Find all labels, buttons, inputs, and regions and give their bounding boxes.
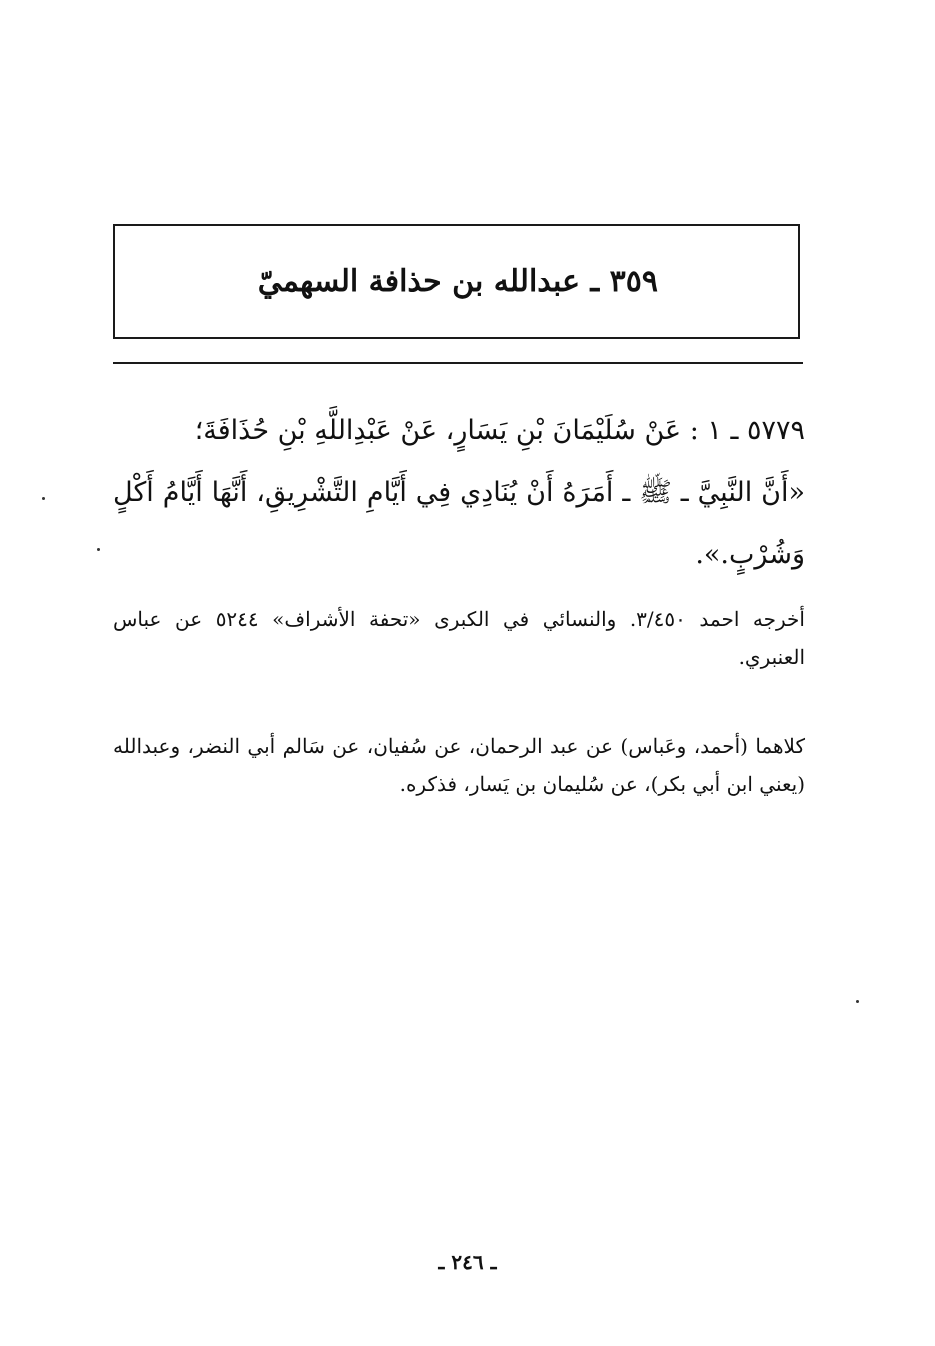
- chapter-title-box: [113, 224, 800, 339]
- scan-speck: [42, 497, 45, 500]
- chain-text: كلاهما (أحمد، وعَباس) عن عبد الرحمان، عن سُفيان، عن سَالم أبي النضر، وعبدالله (يعني ابن أبي بكر)، عن سُليمان بن يَسار، فذكره.: [113, 734, 805, 796]
- scan-speck: [97, 548, 100, 551]
- chain-note: [113, 727, 805, 803]
- takhrij-text: أخرجه احمد ٣/٤٥٠. والنسائي في الكبرى «تحفة الأشراف» ٥٢٤٤ عن عباس العنبري.: [113, 607, 805, 669]
- hadith-isnad-line: ٥٧٧٩ ـ ١ : عَنْ سُلَيْمَانَ بْنِ يَسَارٍ، عَنْ عَبْدِاللَّهِ بْنِ حُذَافَةَ؛: [194, 415, 805, 446]
- hadith-matn: «أَنَّ النَّبِيَّ ـ ﷺ ـ أَمَرَهُ أَنْ يُنَادِي فِي أَيَّامِ التَّشْرِيقِ، أَنَّهَا أَيَّامُ أَكْلٍ وَشُرْبٍ.».: [113, 477, 805, 570]
- page-number: ـ ٢٤٦ ـ: [438, 1250, 497, 1274]
- hadith-block: [113, 400, 805, 586]
- horizontal-divider: [113, 362, 803, 364]
- chapter-title: ٣٥٩ ـ عبدالله بن حذافة السهميّ: [257, 264, 658, 299]
- takhrij-note: [113, 600, 805, 676]
- scan-speck: [856, 1000, 859, 1003]
